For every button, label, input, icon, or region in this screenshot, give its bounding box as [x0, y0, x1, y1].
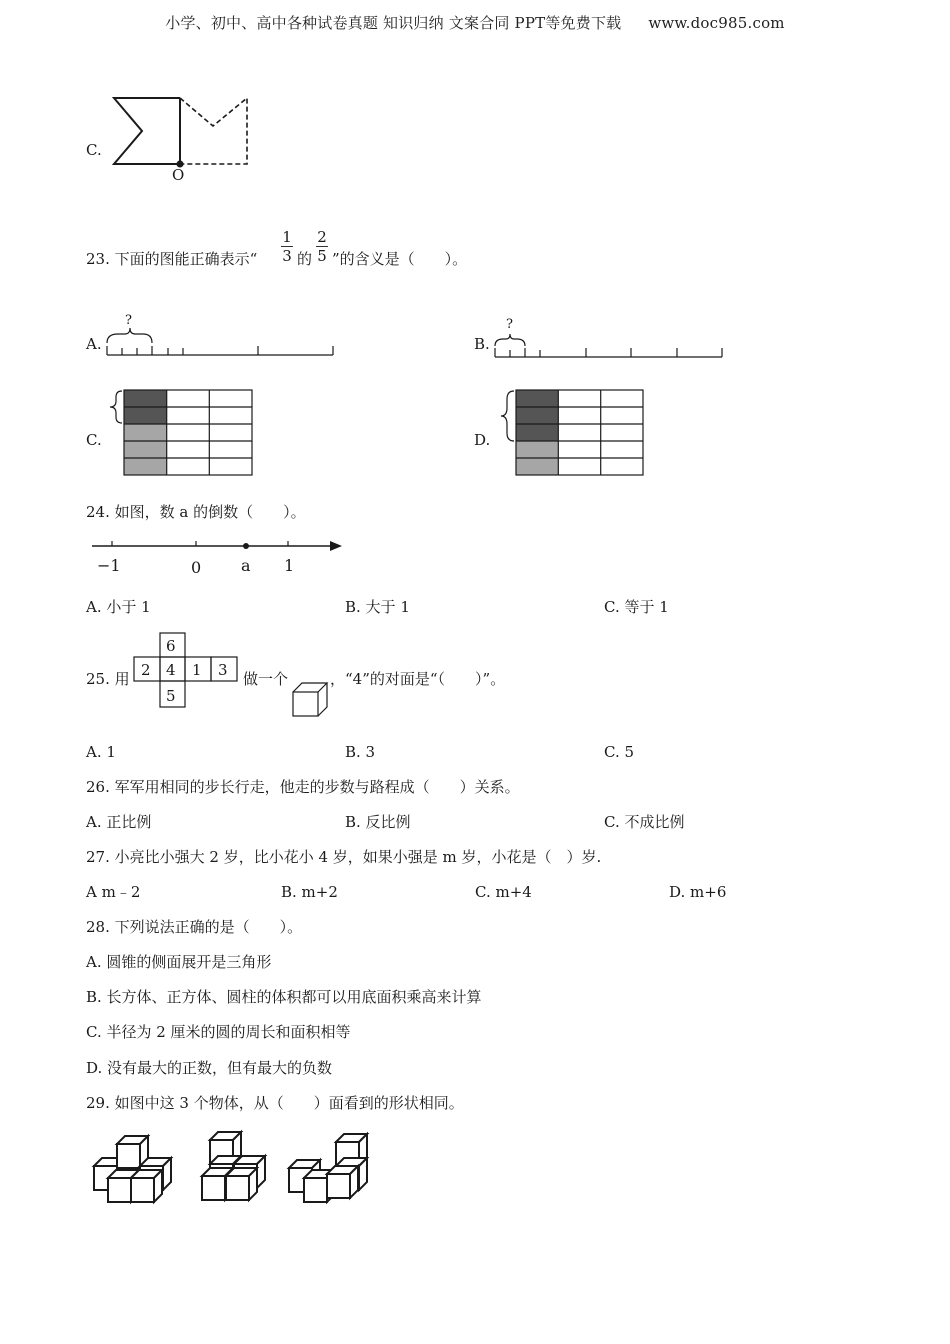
q23-stem-suffix: ”的含义是（ ）。 — [332, 250, 468, 268]
q26-option-a[interactable]: A. 正比例 — [86, 813, 152, 831]
q24-option-c[interactable]: C. 等于 1 — [604, 598, 669, 616]
q23-option-b-label: B. — [474, 335, 490, 353]
q29-stack-2 — [202, 1132, 265, 1200]
q29-stem: 29. 如图中这 3 个物体，从（ ）面看到的形状相同。 — [86, 1094, 464, 1112]
q28-option-b[interactable]: B. 长方体、正方体、圆柱的体积都可以用底面积乘高来计算 — [86, 988, 482, 1006]
q23-frac1-denominator: 3 — [282, 247, 292, 265]
q27-option-d[interactable]: D. m+6 — [669, 883, 727, 901]
q25-option-a[interactable]: A. 1 — [86, 743, 116, 761]
q23-option-c-label: C. — [86, 431, 102, 449]
q27-option-c[interactable]: C. m+4 — [475, 883, 532, 901]
q25-net-face-5: 5 — [166, 687, 176, 705]
q25-net-face-6: 6 — [166, 637, 176, 655]
q23-stem-mid: 的 — [297, 250, 313, 268]
q25-net-face-3: 3 — [218, 661, 228, 679]
q27-option-a[interactable]: A m﹣2 — [86, 883, 141, 901]
q28-option-d[interactable]: D. 没有最大的正数，但有最大的负数 — [86, 1059, 333, 1077]
q28-stem: 28. 下列说法正确的是（ ）。 — [86, 918, 303, 936]
q29-stack-3 — [289, 1134, 367, 1202]
q25-stem-mid: 做一个 — [243, 670, 289, 688]
q26-option-b[interactable]: B. 反比例 — [345, 813, 411, 831]
q25-stem-prefix: 25. 用 — [86, 670, 130, 688]
q27-option-b[interactable]: B. m+2 — [281, 883, 338, 901]
q25-stem-suffix: ，“4”的对面是“（ ）”。 — [330, 670, 506, 688]
q26-option-c[interactable]: C. 不成比例 — [604, 813, 685, 831]
q23-b-question-mark: ? — [506, 317, 513, 332]
q23-stem-prefix: 23. 下面的图能正确表示“ — [86, 250, 258, 268]
q25-net-face-1: 1 — [192, 661, 202, 679]
q29-stack-1 — [94, 1136, 171, 1202]
q26-stem: 26. 军军用相同的步长行走，他走的步数与路程成（ ）关系。 — [86, 778, 520, 796]
q28-option-a[interactable]: A. 圆锥的侧面展开是三角形 — [86, 953, 272, 971]
q24-axis-label-0: 0 — [191, 558, 202, 577]
q24-axis-label-neg1: −1 — [97, 556, 121, 575]
q27-stem: 27. 小亮比小强大 2 岁，比小花小 4 岁，如果小强是 m 岁，小花是（ ）岁. — [86, 848, 602, 866]
q24-option-a[interactable]: A. 小于 1 — [86, 598, 151, 616]
q24-axis-label-1: 1 — [284, 556, 295, 575]
q23-frac2-numerator: 2 — [317, 228, 327, 246]
q23-option-a-label: A. — [86, 335, 102, 353]
q23-frac1-numerator: 1 — [282, 228, 292, 246]
q24-option-b[interactable]: B. 大于 1 — [345, 598, 410, 616]
q24-axis-label-a: a — [241, 556, 251, 575]
q25-option-c[interactable]: C. 5 — [604, 743, 635, 761]
q23-a-question-mark: ? — [125, 313, 132, 328]
q24-stem: 24. 如图，数 a 的倒数（ ）。 — [86, 503, 306, 521]
q25-net-face-4: 4 — [166, 661, 176, 679]
q22-point-o: O — [172, 166, 185, 184]
q25-net-face-2: 2 — [141, 661, 151, 679]
q23-frac2-denominator: 5 — [317, 247, 327, 265]
q25-option-b[interactable]: B. 3 — [345, 743, 376, 761]
header-text: 小学、初中、高中各种试卷真题 知识归纳 文案合同 PPT等免费下载 — [165, 14, 622, 32]
q22-option-c-label: C. — [86, 141, 102, 159]
header-site[interactable]: www.doc985.com — [648, 14, 785, 32]
q23-option-d-label: D. — [474, 431, 491, 449]
q28-option-c[interactable]: C. 半径为 2 厘米的圆的周长和面积相等 — [86, 1023, 351, 1041]
